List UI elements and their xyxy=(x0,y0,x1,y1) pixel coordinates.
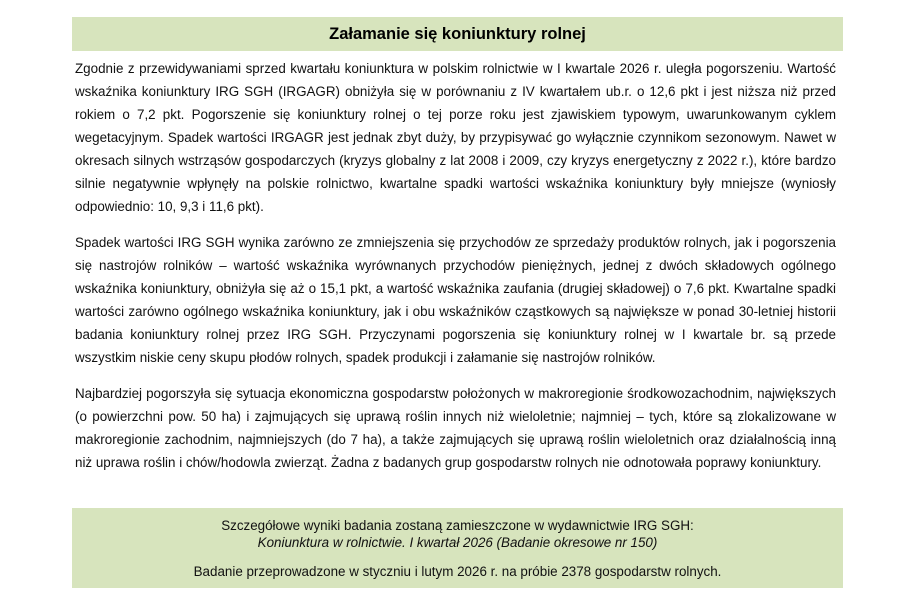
footer-survey-note: Badanie przeprowadzone w styczniu i lutym 2026 r. na próbie 2378 gospodarstw rolnych. xyxy=(193,564,722,579)
paragraph-1: Zgodnie z przewidywaniami sprzed kwartału koniunktura w polskim rolnictwie w I kwartale 2026 r. uległa pogorszeniu. Wartość wskaźnika koniunktury IRG SGH (IRGAGR) obniżyła się w porównaniu z IV kwartałem ub.r. o 12,6 pkt i jest niższa niż przed rokiem o 7,2 pkt. Pogorszenie się koniunktury rolnej o tej porze roku jest zjawiskiem typowym, uwarunkowanym cyklem wegetacyjnym. Spadek wartości IRGAGR jest jednak zbyt duży, by przypisywać go wyłącznie czynnikom sezonowym. Nawet w okresach silnych wstrząsów gospodarczych (kryzys globalny z lat 2008 i 2009, czy kryzys energetyczny z 2022 r.), które bardzo silnie negatywnie wpłynęły na polskie rolnictwo, kwartalne spadki wartości wskaźnika koniunktury były mniejsze (wyniosły odpowiednio: 10, 9,3 i 11,6 pkt). xyxy=(75,61,836,214)
paragraph-3: Najbardziej pogorszyła się sytuacja ekonomiczna gospodarstw położonych w makroregionie środkowozachodnim, największych (o powierzchni pow. 50 ha) i zajmujących się uprawą roślin innych niż wieloletnie; najmniej – tych, które są zlokalizowane w makroregionie zachodnim, najmniejszych (do 7 ha), a także zajmujących się uprawą roślin wieloletnich oraz działalnością inną niż uprawa roślin i chów/hodowla zwierząt. Żadna z badanych grup gospodarstw rolnych nie odnotowała poprawy koniunktury. xyxy=(75,386,836,470)
page-title: Załamanie się koniunktury rolnej xyxy=(329,24,586,43)
footer-publication-note: Szczegółowe wyniki badania zostaną zamieszczone w wydawnictwie IRG SGH: xyxy=(221,518,694,533)
title-bar xyxy=(72,17,843,51)
footer-publication-title: Koniunktura w rolnictwie. I kwartał 2026 (Badanie okresowe nr 150) xyxy=(257,535,658,550)
footer-note-box xyxy=(72,508,843,588)
article-body xyxy=(75,57,836,487)
paragraph-2: Spadek wartości IRG SGH wynika zarówno ze zmniejszenia się przychodów ze sprzedaży produktów rolnych, jak i pogorszenia się nastrojów rolników – wartość wskaźnika wyrównanych przychodów pieniężnych, jednej z dwóch składowych ogólnego wskaźnika koniunktury, obniżyła się aż o 15,1 pkt, a wartość wskaźnika zaufania (drugiej składowej) o 7,6 pkt. Kwartalne spadki wartości zarówno ogólnego wskaźnika koniunktury, jak i obu wskaźników cząstkowych są największe w ponad 30-letniej historii badania koniunktury rolnej przez IRG SGH. Przyczynami pogorszenia się koniunktury rolnej w I kwartale br. są przede wszystkim niskie ceny skupu płodów rolnych, spadek produkcji i załamanie się nastrojów rolników. xyxy=(75,235,836,365)
